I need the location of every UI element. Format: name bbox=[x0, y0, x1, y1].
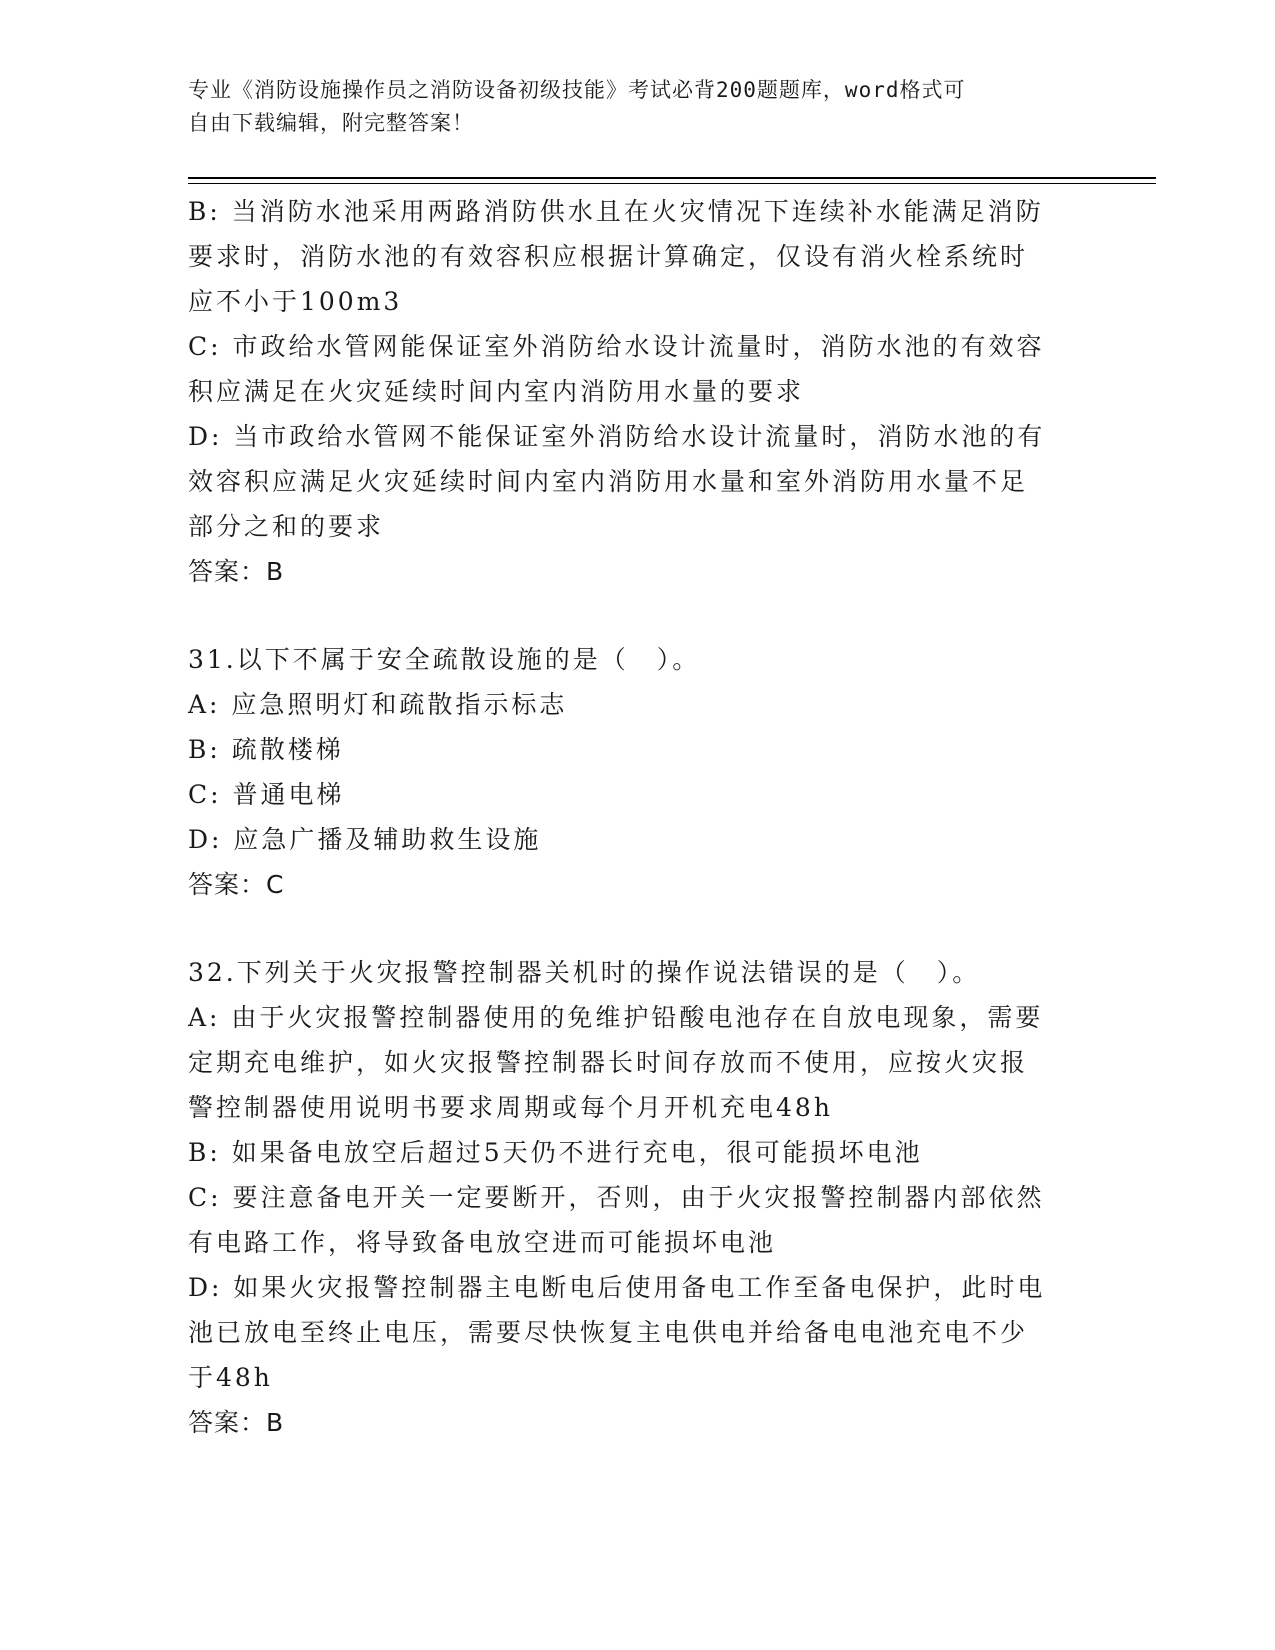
answer-label: 答案：B bbox=[188, 1408, 285, 1437]
prev-question bbox=[188, 189, 1188, 594]
option-a-line: 定期充电维护，如火灾报警控制器长时间存放而不使用，应按火灾报 bbox=[188, 1048, 1029, 1077]
question-stem: 32.下列关于火灾报警控制器关机时的操作说法错误的是（ ）。 bbox=[188, 958, 981, 987]
option-b-line: B: 当消防水池采用两路消防供水且在火灾情况下连续补水能满足消防 bbox=[188, 197, 1044, 226]
option-d-line: D: 如果火灾报警控制器主电断电后使用备电工作至备电保护，此时电 bbox=[188, 1273, 1046, 1302]
option-d-line: 效容积应满足火灾延续时间内室内消防用水量和室外消防用水量不足 bbox=[188, 467, 1029, 496]
document-body bbox=[188, 189, 1188, 1445]
option-b-line: 应不小于100m3 bbox=[188, 287, 403, 316]
header-divider-thick bbox=[188, 177, 1156, 179]
question-spacer bbox=[188, 907, 1188, 950]
answer-label: 答案：C bbox=[188, 870, 285, 899]
option-b: B: 疏散楼梯 bbox=[188, 735, 344, 764]
header-divider-thin bbox=[188, 183, 1156, 184]
option-d-line: 池已放电至终止电压，需要尽快恢复主电供电并给备电电池充电不少 bbox=[188, 1318, 1029, 1347]
option-c-line: 有电路工作，将导致备电放空进而可能损坏电池 bbox=[188, 1228, 777, 1257]
option-d-line: 部分之和的要求 bbox=[188, 512, 385, 541]
option-c: C: 普通电梯 bbox=[188, 780, 345, 809]
option-b-line: 要求时，消防水池的有效容积应根据计算确定，仅设有消火栓系统时 bbox=[188, 242, 1029, 271]
document-header bbox=[188, 74, 1068, 140]
option-d-line: 于48h bbox=[188, 1363, 273, 1392]
answer-label: 答案：B bbox=[188, 557, 285, 586]
option-c-line: 积应满足在火灾延续时间内室内消防用水量的要求 bbox=[188, 377, 805, 406]
option-c-line: C: 要注意备电开关一定要断开，否则，由于火灾报警控制器内部依然 bbox=[188, 1183, 1045, 1212]
option-b-line: B: 如果备电放空后超过5天仍不进行充电，很可能损坏电池 bbox=[188, 1138, 923, 1167]
question-stem: 31.以下不属于安全疏散设施的是（ ）。 bbox=[188, 645, 701, 674]
question-31 bbox=[188, 637, 1188, 907]
option-a-line: A: 由于火灾报警控制器使用的免维护铅酸电池存在自放电现象，需要 bbox=[188, 1003, 1044, 1032]
option-a: A: 应急照明灯和疏散指示标志 bbox=[188, 690, 568, 719]
option-a-line: 警控制器使用说明书要求周期或每个月开机充电48h bbox=[188, 1093, 833, 1122]
question-spacer bbox=[188, 594, 1188, 637]
question-32 bbox=[188, 950, 1188, 1445]
option-d: D: 应急广播及辅助救生设施 bbox=[188, 825, 542, 854]
option-c-line: C: 市政给水管网能保证室外消防给水设计流量时，消防水池的有效容 bbox=[188, 332, 1045, 361]
header-line-1: 专业《消防设施操作员之消防设备初级技能》考试必背200题题库，word格式可 bbox=[188, 78, 966, 102]
header-line-2: 自由下载编辑，附完整答案！ bbox=[188, 111, 474, 135]
option-d-line: D: 当市政给水管网不能保证室外消防给水设计流量时，消防水池的有 bbox=[188, 422, 1046, 451]
